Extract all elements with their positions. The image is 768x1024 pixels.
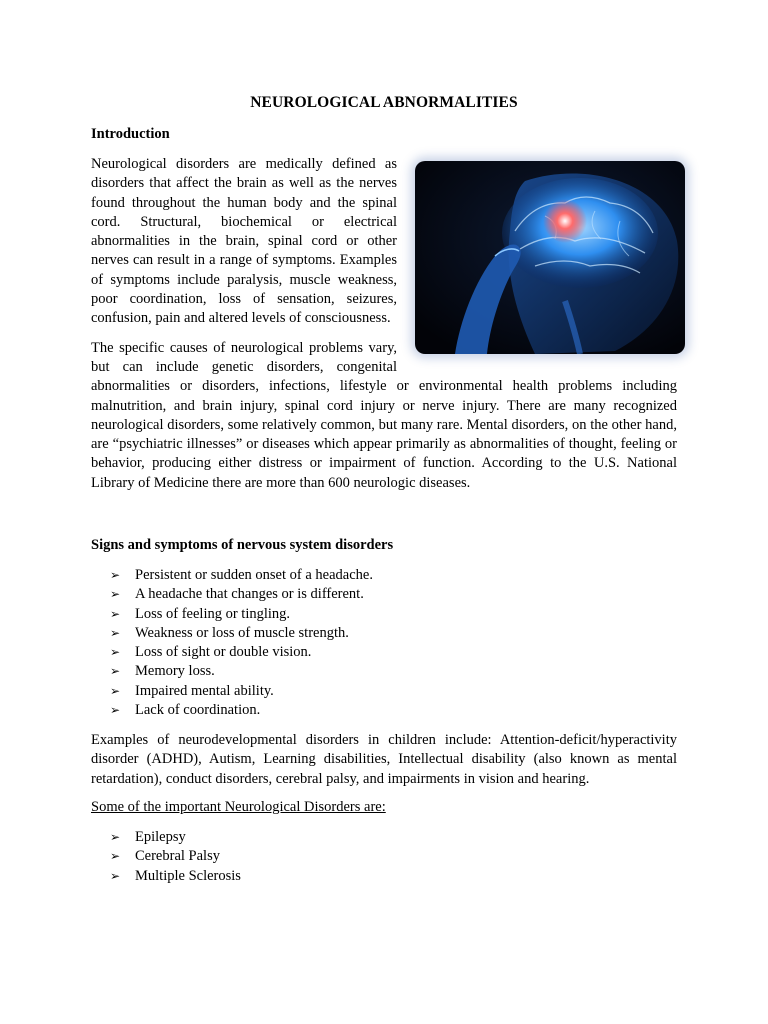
arrow-bullet-icon: ➢ (110, 868, 121, 883)
symptoms-heading: Signs and symptoms of nervous system disorders (91, 537, 394, 553)
arrow-bullet-icon: ➢ (110, 703, 121, 718)
list-item: ➢ Memory loss. (110, 662, 373, 681)
list-item: ➢ Lack of coordination. (110, 701, 373, 720)
list-item: ➢ Persistent or sudden onset of a headache. (110, 566, 373, 585)
list-item: ➢ Impaired mental ability. (110, 682, 373, 701)
examples-paragraph: Examples of neurodevelopmental disorders in children include: Attention-deficit/hyperactivity disorder (ADHD), Autism, Learning disabilities, Intellectual disability (also known as mental retardation), conduct disorders, cerebral palsy, and impairments in vision and hearing. (91, 732, 677, 787)
arrow-bullet-icon: ➢ (110, 645, 121, 660)
intro-paragraph: Neurological disorders are medically defined as disorders that affect the brain as well as the nerves found throughout the human body and the spinal cord. Structural, biochemical or electrical abnormalities in the brain, spinal cord or other nerves can result in a range of symptoms. Examples of symptoms include paralysis, muscle weakness, poor coordination, loss of sensation, seizures, confusion, pain and altered levels of consciousness. (91, 156, 397, 327)
symptoms-list (110, 566, 373, 720)
disorders-list (110, 828, 241, 886)
arrow-bullet-icon: ➢ (110, 606, 121, 621)
list-item: ➢ Loss of sight or double vision. (110, 643, 373, 662)
list-item: ➢ Epilepsy (110, 828, 241, 847)
important-disorders-heading: Some of the important Neurological Disorders are: (91, 799, 386, 815)
brain-illustration (415, 161, 685, 354)
arrow-bullet-icon: ➢ (110, 849, 121, 864)
arrow-bullet-icon: ➢ (110, 587, 121, 602)
list-item: ➢ Cerebral Palsy (110, 847, 241, 866)
list-item: ➢ Weakness or loss of muscle strength. (110, 624, 373, 643)
list-item: ➢ Loss of feeling or tingling. (110, 605, 373, 624)
list-item: ➢ Multiple Sclerosis (110, 867, 241, 886)
causes-paragraph: The specific causes of neurological problems vary, but can include genetic disorders, congenital abnormalities or disorders, infections, lifestyle or environmental health problems including malnutrition, and brain injury, spinal cord injury or nerve injury. There are many recognized neurological disorders, some relatively common, but many rare. Mental disorders, on the other hand, are “psychiatric illnesses” or diseases which appear primarily as abnormalities of thought, feeling or behavior, producing either distress or impairment of function. According to the U.S. National Library of Medicine there are more than 600 neurologic diseases. (91, 339, 677, 491)
arrow-bullet-icon: ➢ (110, 568, 121, 582)
intro-heading: Introduction (91, 126, 170, 142)
list-item: ➢ A headache that changes or is different. (110, 585, 373, 604)
arrow-bullet-icon: ➢ (110, 683, 121, 698)
intro-section (91, 155, 677, 493)
arrow-bullet-icon: ➢ (110, 625, 121, 640)
arrow-bullet-icon: ➢ (110, 830, 121, 844)
arrow-bullet-icon: ➢ (110, 664, 121, 679)
document-title: NEUROLOGICAL ABNORMALITIES (250, 94, 518, 111)
